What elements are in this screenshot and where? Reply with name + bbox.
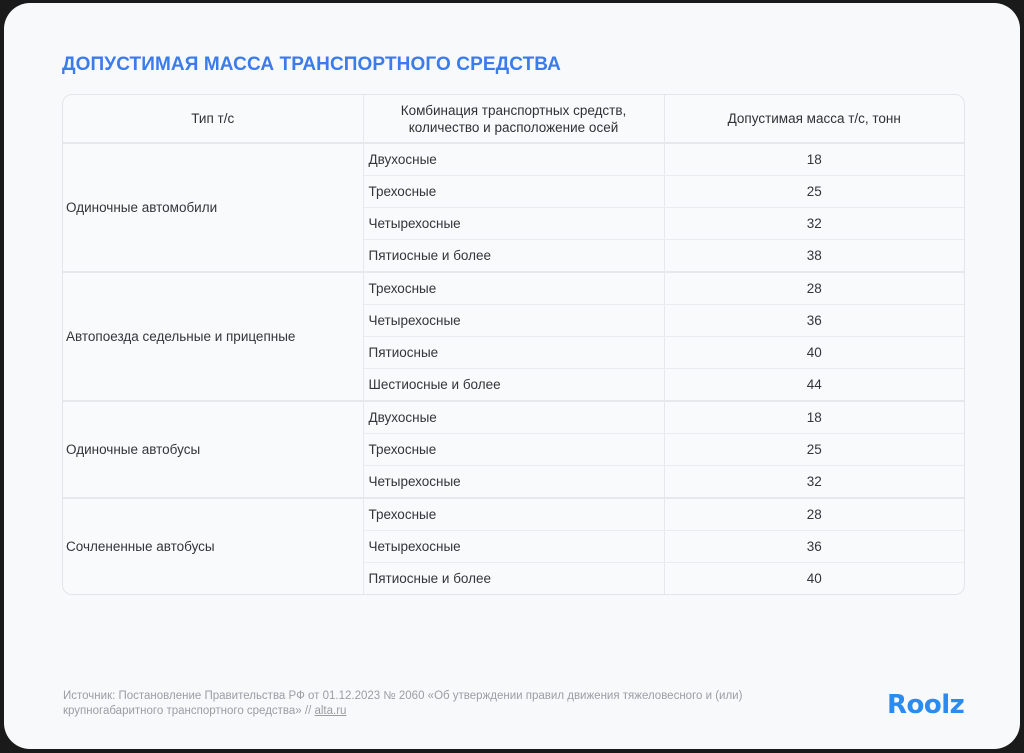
axle-combination-cell: Четырехосные xyxy=(363,466,664,499)
header-axle-line-2: количество и расположение осей xyxy=(408,119,619,135)
axle-combination-cell: Пятиосные и более xyxy=(363,240,664,273)
header-axle-line-1: Комбинация транспортных средств, xyxy=(400,102,627,118)
page-title: ДОПУСТИМАЯ МАССА ТРАНСПОРТНОГО СРЕДСТВА xyxy=(62,54,561,75)
source-text: Источник: Постановление Правительства РФ от 01.12.2023 № 2060 «Об утверждении правил движения тяжеловесного и (или) крупногабаритного транспортного средства» // xyxy=(63,690,743,717)
header-axle-combination xyxy=(363,95,664,143)
card xyxy=(4,3,1020,749)
table-body xyxy=(63,143,964,594)
table-row xyxy=(63,143,964,176)
vehicle-type-cell: Одиночные автобусы xyxy=(63,401,363,498)
permissible-mass-cell: 25 xyxy=(664,176,964,208)
permissible-mass-cell: 18 xyxy=(664,401,964,434)
source-note xyxy=(63,689,753,719)
axle-combination-cell: Четырехосные xyxy=(363,531,664,563)
header-vehicle-type: Тип т/с xyxy=(63,95,363,143)
vehicle-type-cell: Одиночные автомобили xyxy=(63,143,363,272)
permissible-mass-cell: 28 xyxy=(664,498,964,531)
permissible-mass-cell: 25 xyxy=(664,434,964,466)
axle-combination-cell: Трехосные xyxy=(363,272,664,305)
permissible-mass-cell: 28 xyxy=(664,272,964,305)
permissible-mass-cell: 32 xyxy=(664,466,964,499)
axle-combination-cell: Четырехосные xyxy=(363,208,664,240)
axle-combination-cell: Трехосные xyxy=(363,176,664,208)
axle-combination-cell: Четырехосные xyxy=(363,305,664,337)
permissible-mass-cell: 40 xyxy=(806,571,822,586)
permissible-mass-cell: 36 xyxy=(664,531,964,563)
header-permissible-mass: Допустимая масса т/с, тонн xyxy=(664,95,964,143)
axle-combination-cell: Двухосные xyxy=(363,401,664,434)
axle-combination-cell: Пятиосные xyxy=(363,337,664,369)
roolz-logo: Roolz xyxy=(887,690,965,720)
axle-combination-cell: Трехосные xyxy=(363,434,664,466)
permissible-mass-cell: 38 xyxy=(664,240,964,273)
axle-combination-cell: Шестиосные и более xyxy=(363,369,664,402)
mass-table xyxy=(63,95,964,594)
table-row xyxy=(63,272,964,305)
source-link[interactable]: alta.ru xyxy=(314,705,347,717)
table-header-row xyxy=(63,95,964,143)
permissible-mass-cell: 18 xyxy=(664,143,964,176)
vehicle-type-cell: Автопоезда седельные и прицепные xyxy=(63,272,363,401)
axle-combination-cell: Двухосные xyxy=(363,143,664,176)
permissible-mass-cell: 44 xyxy=(664,369,964,402)
axle-combination-cell: Пятиосные и более xyxy=(363,563,664,595)
permissible-mass-cell: 36 xyxy=(664,305,964,337)
vehicle-type-cell: Сочлененные автобусы xyxy=(63,498,363,594)
table-row xyxy=(63,498,964,531)
permissible-mass-cell: 40 xyxy=(664,337,964,369)
axle-combination-cell: Трехосные xyxy=(363,498,664,531)
table-row xyxy=(63,401,964,434)
permissible-mass-cell: 32 xyxy=(664,208,964,240)
mass-table-container xyxy=(62,94,965,595)
